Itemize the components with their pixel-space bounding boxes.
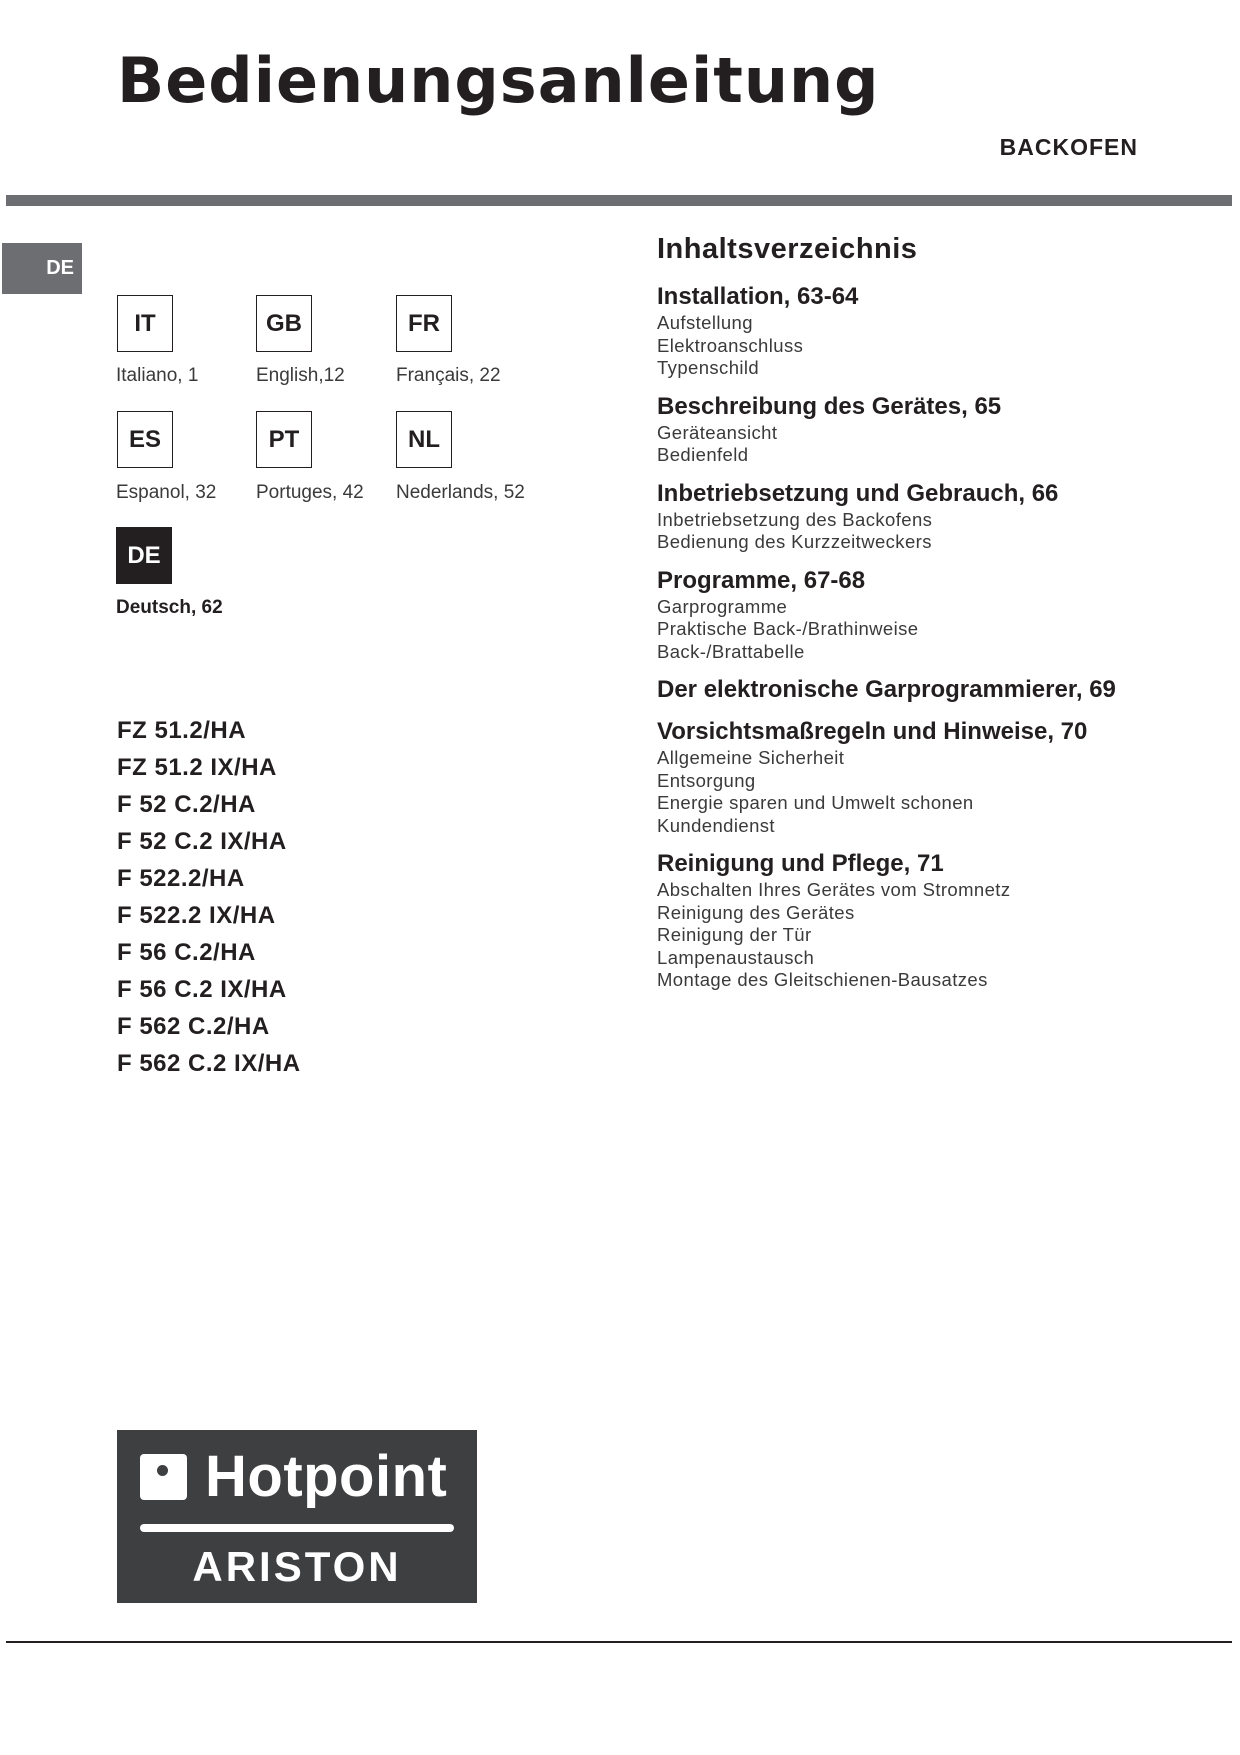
toc-item: Back-/Brattabelle: [657, 640, 805, 662]
toc-item: Bedienfeld: [657, 444, 749, 465]
toc-title[interactable]: Beschreibung des Gerätes, 65: [657, 392, 1002, 420]
toc-item: Typenschild: [657, 357, 760, 378]
model-item: FZ 51.2/HA: [117, 717, 247, 744]
lang-code-es[interactable]: ES: [117, 411, 173, 468]
toc-item: Energie sparen und Umwelt schonen: [657, 792, 974, 813]
lang-label-nl: Nederlands, 52: [396, 482, 525, 503]
model-item: F 562 C.2/HA: [117, 1013, 270, 1040]
model-item: F 562 C.2 IX/HA: [117, 1050, 301, 1077]
lang-code-nl[interactable]: NL: [396, 411, 452, 468]
toc-section-beschreibung: [657, 392, 1227, 467]
logo-wordmark-bottom: ARISTON: [192, 1543, 402, 1590]
model-item: F 52 C.2 IX/HA: [117, 828, 287, 855]
lang-code-pt[interactable]: PT: [256, 411, 312, 468]
toc-item: Allgemeine Sicherheit: [657, 747, 845, 768]
toc-item: Praktische Back-/Brathinweise: [657, 618, 919, 639]
toc-item: Elektroanschluss: [657, 334, 804, 356]
toc-title[interactable]: Inbetriebsetzung und Gebrauch, 66: [657, 479, 1059, 507]
logo-divider: [140, 1524, 454, 1532]
model-item: F 56 C.2/HA: [117, 939, 256, 966]
toc-title[interactable]: Installation, 63-64: [657, 283, 859, 310]
toc-item: Reinigung der Tür: [657, 924, 812, 945]
top-divider: [6, 195, 1232, 206]
toc-item: Abschalten Ihres Gerätes vom Stromnetz: [657, 879, 1011, 900]
brand-logo: [117, 1430, 477, 1603]
lang-code-fr[interactable]: FR: [396, 295, 452, 352]
model-list: [117, 712, 301, 1082]
toc-item: Entsorgung: [657, 769, 756, 791]
toc-item: Aufstellung: [657, 312, 753, 333]
table-of-contents: [657, 233, 1227, 1004]
toc-title[interactable]: Programme, 67-68: [657, 566, 866, 594]
lang-label-pt: Portuges, 42: [256, 482, 364, 503]
toc-section-vorsicht: [657, 717, 1227, 837]
lang-label-de: Deutsch, 62: [116, 597, 223, 618]
model-item: F 56 C.2 IX/HA: [117, 976, 287, 1003]
logo-wordmark-top: Hotpoint: [205, 1444, 448, 1509]
toc-item: Geräteansicht: [657, 421, 778, 443]
toc-section-installation: [657, 282, 1227, 380]
toc-title[interactable]: Vorsichtsmaßregeln und Hinweise, 70: [657, 718, 1088, 745]
lang-code-de[interactable]: DE: [116, 527, 172, 584]
toc-section-garprogrammierer: [657, 675, 1227, 705]
lang-label-es: Espanol, 32: [116, 482, 217, 503]
product-type: BACKOFEN: [999, 134, 1138, 160]
toc-section-inbetriebsetzung: [657, 479, 1227, 554]
toc-item: Inbetriebsetzung des Backofens: [657, 508, 933, 530]
toc-item: Bedienung des Kurzzeitweckers: [657, 531, 932, 552]
bottom-divider: [6, 1641, 1232, 1643]
toc-section-reinigung: [657, 849, 1227, 992]
toc-item: Lampenaustausch: [657, 946, 815, 968]
toc-item: Kundendienst: [657, 814, 775, 836]
page-title: Bedienungsanleitung: [117, 44, 880, 117]
logo-square-icon: [140, 1454, 187, 1500]
lang-code-gb[interactable]: GB: [256, 295, 312, 352]
lang-code-it[interactable]: IT: [117, 295, 173, 352]
lang-label-fr: Français, 22: [396, 365, 501, 386]
model-item: F 52 C.2/HA: [117, 791, 256, 818]
model-item: F 522.2/HA: [117, 865, 245, 892]
lang-label-it: Italiano, 1: [116, 365, 199, 386]
toc-item: Reinigung des Gerätes: [657, 901, 855, 923]
toc-title[interactable]: Reinigung und Pflege, 71: [657, 850, 944, 877]
toc-heading: Inhaltsverzeichnis: [657, 233, 918, 265]
lang-label-gb: English,12: [256, 365, 345, 386]
model-item: F 522.2 IX/HA: [117, 902, 276, 929]
toc-item: Garprogramme: [657, 595, 788, 617]
language-side-tab: DE: [2, 243, 82, 294]
toc-item: Montage des Gleitschienen-Bausatzes: [657, 969, 988, 990]
model-item: FZ 51.2 IX/HA: [117, 754, 277, 781]
toc-section-programme: [657, 566, 1227, 664]
toc-title[interactable]: Der elektronische Garprogrammierer, 69: [657, 676, 1116, 703]
